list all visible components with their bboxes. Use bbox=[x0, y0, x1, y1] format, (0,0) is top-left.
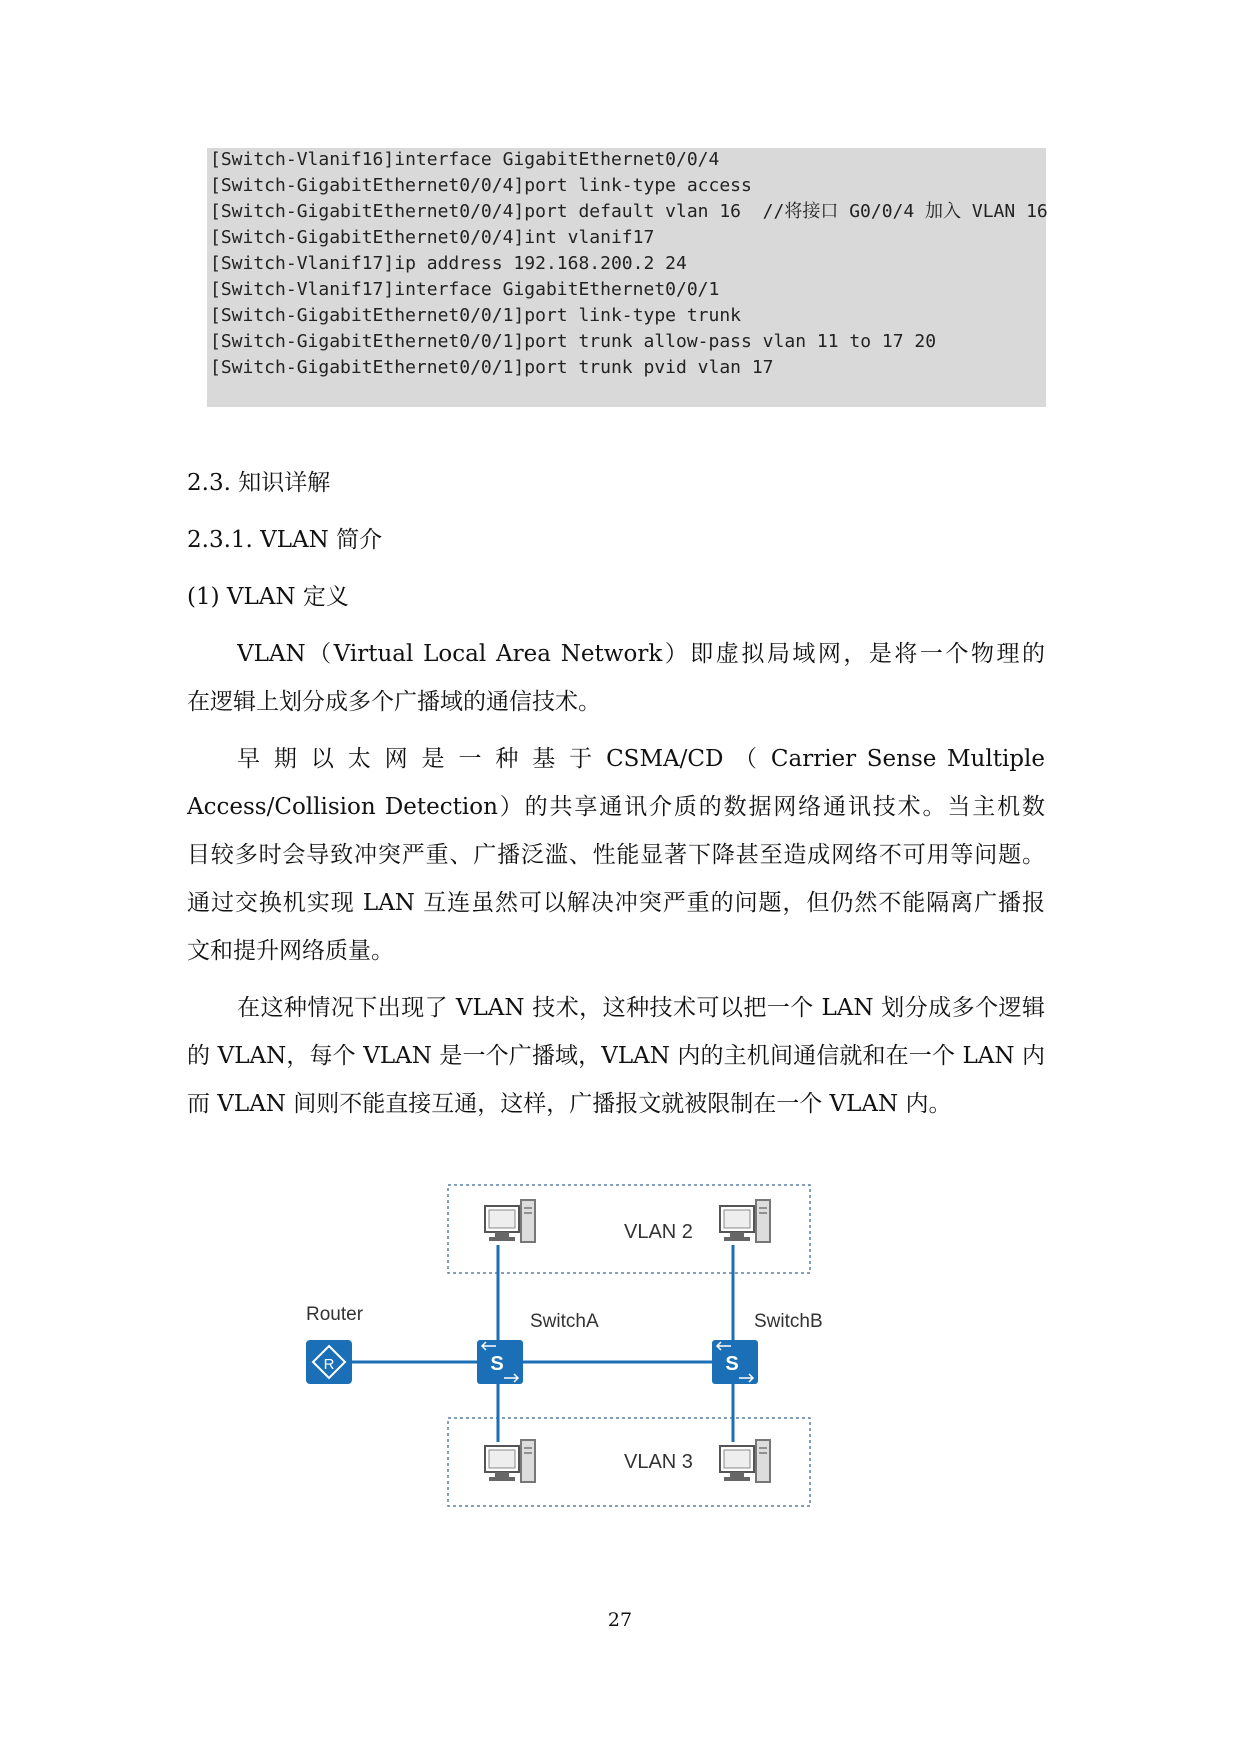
switch-b-label: SwitchB bbox=[754, 1311, 823, 1332]
code-block bbox=[207, 148, 1046, 407]
pc-icon bbox=[485, 1200, 535, 1242]
paragraph-line: 而 VLAN 间则不能直接互通，这样，广播报文就被限制在一个 VLAN 内。 bbox=[187, 1091, 952, 1117]
pc-icon bbox=[485, 1440, 535, 1482]
code-line: [Switch-GigabitEthernet0/0/4]port default vlan 16 //将接口 G0/0/4 加入 VLAN 16 bbox=[210, 201, 1048, 222]
paragraph-line: 通过交换机实现 LAN 互连虽然可以解决冲突严重的问题，但仍然不能隔离广播报 bbox=[187, 890, 1045, 916]
code-line: [Switch-GigabitEthernet0/0/1]port trunk allow-pass vlan 11 to 17 20 bbox=[210, 331, 937, 352]
vlan-3-label: VLAN 3 bbox=[624, 1451, 693, 1473]
code-line: [Switch-Vlanif16]interface GigabitEthernet0/0/4 bbox=[210, 149, 720, 170]
pc-icon bbox=[720, 1200, 770, 1242]
switch-a-icon-letter: S bbox=[490, 1353, 504, 1375]
paragraph-line: 在这种情况下出现了 VLAN 技术，这种技术可以把一个 LAN 划分成多个逻辑 bbox=[237, 995, 1045, 1021]
code-line: [Switch-Vlanif17]ip address 192.168.200.2 24 bbox=[210, 253, 687, 274]
code-line: [Switch-GigabitEthernet0/0/1]port trunk pvid vlan 17 bbox=[210, 357, 774, 378]
code-line: [Switch-GigabitEthernet0/0/4]port link-type access bbox=[210, 175, 752, 196]
router-icon-letter: R bbox=[323, 1356, 335, 1373]
switch-b-icon-letter: S bbox=[725, 1353, 739, 1375]
section-heading-2-3: 2.3. 知识详解 bbox=[187, 470, 331, 496]
paragraph-line: 的 VLAN，每个 VLAN 是一个广播域，VLAN 内的主机间通信就和在一个 LAN 内 bbox=[187, 1043, 1045, 1069]
switch-a-label: SwitchA bbox=[530, 1311, 599, 1332]
vlan-diagram bbox=[290, 1170, 850, 1530]
code-line: [Switch-GigabitEthernet0/0/1]port link-type trunk bbox=[210, 305, 742, 326]
code-line: [Switch-Vlanif17]interface GigabitEthernet0/0/1 bbox=[210, 279, 720, 300]
code-line: [Switch-GigabitEthernet0/0/4]int vlanif17 bbox=[210, 227, 655, 248]
paragraph-line: 目较多时会导致冲突严重、广播泛滥、性能显著下降甚至造成网络不可用等问题。 bbox=[187, 842, 1045, 868]
paragraph-line: VLAN（Virtual Local Area Network）即虚拟局域网，是将一个物理的 bbox=[237, 641, 1045, 667]
subheading-vlan-definition: (1) VLAN 定义 bbox=[187, 584, 349, 610]
router-label: Router bbox=[306, 1304, 364, 1325]
paragraph-line: 在逻辑上划分成多个广播域的通信技术。 bbox=[187, 689, 601, 715]
paragraph-line: 早 期 以 太 网 是 一 种 基 于 CSMA/CD （ Carrier Sense Multiple bbox=[237, 746, 1045, 772]
vlan-2-label: VLAN 2 bbox=[624, 1221, 693, 1243]
section-heading-2-3-1: 2.3.1. VLAN 简介 bbox=[187, 527, 383, 553]
paragraph-line: 文和提升网络质量。 bbox=[187, 938, 394, 964]
page-number: 27 bbox=[607, 1609, 633, 1631]
pc-icon bbox=[720, 1440, 770, 1482]
paragraph-line: Access/Collision Detection）的共享通讯介质的数据网络通讯技术。当主机数 bbox=[187, 794, 1045, 820]
